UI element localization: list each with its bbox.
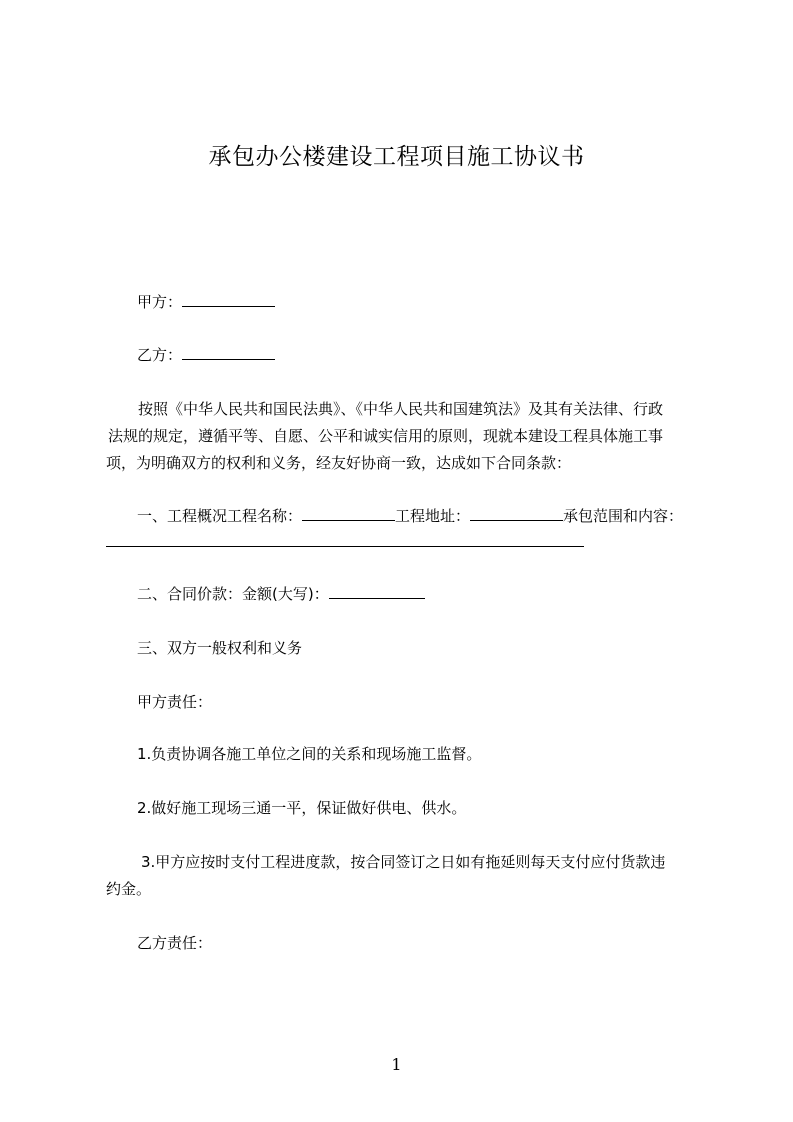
party-b-duties-heading: 乙方责任： [137,934,213,952]
project-name-label: 一、工程概况工程名称： [137,507,303,525]
party-a-blank [182,292,275,307]
contract-price-label: 二、合同价款：金额(大写)： [137,585,329,603]
party-a-duty-1: 1.负责协调各施工单位之间的关系和现场施工监督。 [137,745,482,763]
section-3-heading: 三、双方一般权利和义务 [137,639,303,657]
scope-blank [106,546,584,547]
contract-price-blank [329,584,425,599]
party-b-blank [182,345,275,360]
preamble-line-2: 法规的规定，遵循平等、自愿、公平和诚实信用的原则，现就本建设工程具体施工事 [108,427,664,445]
party-a-duty-3: 3.甲方应按时支付工程进度款，按合同签订之日如有拖延则每天支付应付货款违 [141,853,666,871]
project-address-blank [470,506,563,521]
document-title: 承包办公楼建设工程项目施工协议书 [208,144,585,170]
party-a-duties-heading: 甲方责任： [137,693,213,711]
party-a-duty-3-continued: 约金。 [106,880,152,898]
party-b-label: 乙方： [137,346,183,364]
party-b-line [137,345,275,365]
project-address-label: 工程地址： [395,507,471,525]
preamble-line-3: 项，为明确双方的权利和义务，经友好协商一致，达成如下合同条款： [106,454,572,472]
section-1-line [137,506,683,526]
preamble-line-1: 按照《中华人民共和国民法典》、《中华人民共和国建筑法》及其有关法律、行政 [138,400,664,418]
party-a-duty-2: 2.做好施工现场三通一平，保证做好供电、供水。 [137,799,467,817]
party-a-label: 甲方： [137,293,183,311]
project-name-blank [302,506,395,521]
section-2-line [137,584,425,604]
scope-label: 承包范围和内容： [563,507,684,525]
party-a-line [137,292,275,312]
page-number: 1 [391,1055,402,1074]
